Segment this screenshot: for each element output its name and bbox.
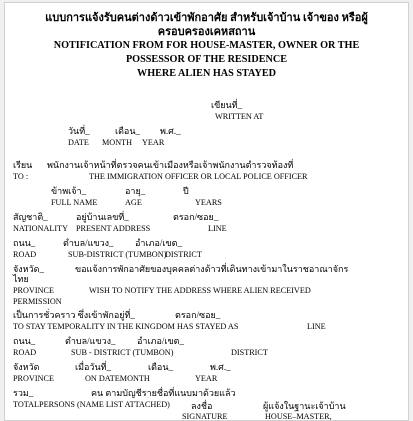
temporary-stay-english: TO STAY TEMPORALITY IN THE KINGDOM HAS STAYED AS xyxy=(13,322,239,331)
road-thai: ถนน_ xyxy=(13,238,36,248)
district-english: DISTRICT xyxy=(165,250,202,259)
temporary-lane-thai: ตรอก/ซอย_ xyxy=(175,310,221,320)
subdistrict-thai: ตำบล/แขวง_ xyxy=(63,238,114,248)
year-english: YEAR xyxy=(142,138,165,147)
lane-thai: ตรอก/ซอย_ xyxy=(173,212,219,222)
date-english: DATE xyxy=(68,138,89,147)
name-english: FULL NAME xyxy=(51,198,98,207)
written-at-thai: เขียนที่_ xyxy=(211,100,243,110)
to-label-thai: เรียน xyxy=(13,160,33,170)
province-english-2: PROVINCE xyxy=(13,374,54,383)
total-english: TOTALPERSONS (NAME LIST ATTACHED) xyxy=(13,400,170,409)
address-thai: อยู่บ้านเลขที่_ xyxy=(76,212,129,222)
province-thai: จังหวัด_ xyxy=(13,264,44,274)
temporary-stay-thai: เป็นการชั่วคราว ซึ่งเข้าพักอยู่ที่_ xyxy=(13,310,135,320)
total-thai: รวม_ xyxy=(13,388,34,398)
subdistrict-english-2: SUB - DISTRICT (TUMBON) xyxy=(71,348,174,357)
signature-english: SIGNATURE xyxy=(182,412,228,421)
notify-text-english-cont: PERMISSION xyxy=(13,297,62,306)
document-page xyxy=(4,2,409,421)
date-thai: วันที่_ xyxy=(68,126,90,136)
years-thai: ปี xyxy=(183,186,189,196)
nationality-english: NATIONALITY xyxy=(13,224,69,233)
lane-english: LINE xyxy=(208,224,227,233)
age-thai: อายุ_ xyxy=(125,186,146,196)
to-label-english: TO : xyxy=(13,172,29,181)
notify-text-thai-cont: ไทย xyxy=(13,274,29,284)
notify-text-thai: ขอแจ้งการพักอาศัยของบุคคลต่างด้าวที่เดินทางเข้ามาในราชอาณาจักร xyxy=(75,264,349,274)
subdistrict-thai-2: ตำบล/แขวง_ xyxy=(65,336,116,346)
road-english: ROAD xyxy=(13,250,37,259)
title-thai-line1: แบบการแจ้งรับคนต่างด้าวเข้าพักอาศัย สำหรับเจ้าบ้าน เจ้าของ หรือผู้ xyxy=(45,12,368,24)
year-thai: พ.ศ._ xyxy=(160,126,181,136)
signature-role-thai: ผู้แจ้งในฐานะเจ้าบ้าน xyxy=(263,401,346,411)
temporary-lane-english: LINE xyxy=(307,322,326,331)
from-date-english: ON DATEMONTH xyxy=(85,374,150,383)
from-month-thai: เดือน_ xyxy=(148,362,173,372)
road-thai-2: ถนน_ xyxy=(13,336,36,346)
years-english: YEARS xyxy=(195,198,222,207)
month-english: MONTH xyxy=(102,138,133,147)
total-text-thai: คน ตามบัญชีรายชื่อที่แนบมาด้วยแล้ว xyxy=(91,388,236,398)
district-thai-2: อำเภอ/เขต_ xyxy=(137,336,184,346)
nationality-thai: สัญชาติ_ xyxy=(13,212,48,222)
title-english-line2: POSSESSOR OF THE RESIDENCE xyxy=(125,54,288,65)
address-english: PRESENT ADDRESS xyxy=(76,224,151,233)
title-english-line1: NOTIFICATION FROM FOR HOUSE-MASTER, OWNER OR THE xyxy=(53,40,360,51)
signature-role-english: HOUSE–MASTER, xyxy=(265,412,332,421)
from-date-thai: เมื่อวันที่_ xyxy=(75,362,112,372)
month-thai: เดือน_ xyxy=(115,126,140,136)
to-text-thai: พนักงานเจ้าหน้าที่ตรวจคนเข้าเมืองหรือเจ้าพนักงานตำรวจท้องที่ xyxy=(47,160,294,170)
written-at-english: WRITTEN AT xyxy=(215,112,264,121)
to-text-english: THE IMMIGRATION OFFICER OR LOCAL POLICE OFFICER xyxy=(89,172,308,181)
title-english-line3: WHERE ALIEN HAS STAYED xyxy=(137,68,276,79)
from-year-english: YEAR xyxy=(195,374,218,383)
road-english-2: ROAD xyxy=(13,348,37,357)
district-english-2: DISTRICT xyxy=(231,348,268,357)
signature-thai: ลงชื่อ xyxy=(191,401,213,411)
name-thai: ข้าพเจ้า_ xyxy=(51,186,87,196)
notify-text-english: WISH TO NOTIFY THE ADDRESS WHERE ALIEN RECEIVED xyxy=(89,286,311,295)
province-thai-2: จังหวัด xyxy=(13,362,40,372)
from-year-thai: พ.ศ._ xyxy=(210,362,231,372)
district-thai: อำเภอ/เขต_ xyxy=(135,238,182,248)
province-english: PROVINCE xyxy=(13,286,54,295)
age-english: AGE xyxy=(125,198,142,207)
title-thai-line2: ครอบครองเคหสถาน xyxy=(157,26,256,38)
subdistrict-english: SUB-DISTRICT (TUMBON) xyxy=(68,250,167,259)
